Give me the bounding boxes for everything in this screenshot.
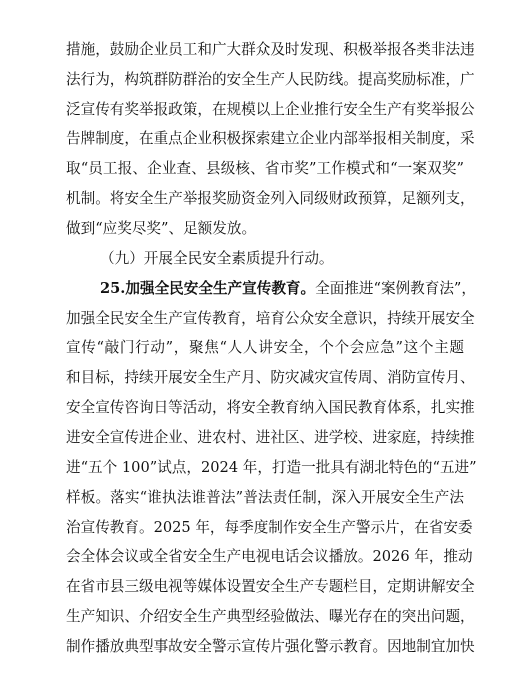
paragraph-line: 泛宣传有奖举报政策，在规模以上企业推行安全生产有奖举报公	[66, 101, 475, 118]
item-heading-rest: 全面推进“案例教育法”，	[315, 280, 476, 297]
paragraph-line: 措施，鼓励企业员工和广大群众及时发现、积极举报各类非法违	[66, 41, 475, 58]
paragraph-line: 在省市县三级电视等媒体设置安全生产专题栏目，定期讲解安全	[66, 578, 475, 595]
paragraph-line: 制作播放典型事故安全警示宣传片强化警示教育。因地制宜加快	[66, 638, 475, 655]
paragraph-line: 加强全民安全生产宣传教育，培育公众安全意识，持续开展安全	[66, 310, 475, 327]
paragraph-line: 进安全宣传进企业、进农村、进社区、进学校、进家庭，持续推	[66, 429, 475, 446]
paragraph-line: 和目标，持续开展安全生产月、防灾减灾宣传周、消防宣传月、	[66, 369, 475, 386]
paragraph-line: 生产知识、介绍安全生产典型经验做法、曝光存在的突出问题，	[66, 608, 475, 625]
paragraph-line: 告牌制度，在重点企业积极探索建立企业内部举报相关制度，采	[66, 130, 475, 147]
paragraph-line: 法行为，构筑群防群治的安全生产人民防线。提高奖励标准，广	[66, 71, 475, 88]
item-heading-bold: 25.加强全民安全生产宣传教育。	[100, 280, 316, 297]
section-heading: （九）开展全民安全素质提升行动。	[100, 250, 334, 267]
paragraph-line: 机制。将安全生产举报奖励资金列入同级财政预算，足额列支，	[66, 190, 475, 207]
paragraph-line: 做到“应奖尽奖”、足额发放。	[66, 220, 257, 237]
paragraph-line: 取“员工报、企业查、县级核、省市奖”工作模式和“一案双奖”	[66, 160, 464, 177]
paragraph-line: 治宣传教育。2025 年，每季度制作安全生产警示片，在省安委	[66, 519, 473, 536]
item-heading-line	[100, 279, 476, 299]
paragraph-line: 会全体会议或全省安全生产电视电话会议播放。2026 年，推动	[66, 548, 473, 565]
paragraph-line: 安全宣传咨询日等活动，将安全教育纳入国民教育体系，扎实推	[66, 399, 475, 416]
paragraph-line: 宣传“敲门行动”，聚焦“人人讲安全，个个会应急”这个主题	[66, 339, 464, 356]
paragraph-line: 进“五个 100”试点，2024 年，打造一批具有湖北特色的“五进”	[66, 459, 477, 476]
paragraph-line: 样板。落实“谁执法谁普法”普法责任制，深入开展安全生产法	[66, 489, 464, 506]
